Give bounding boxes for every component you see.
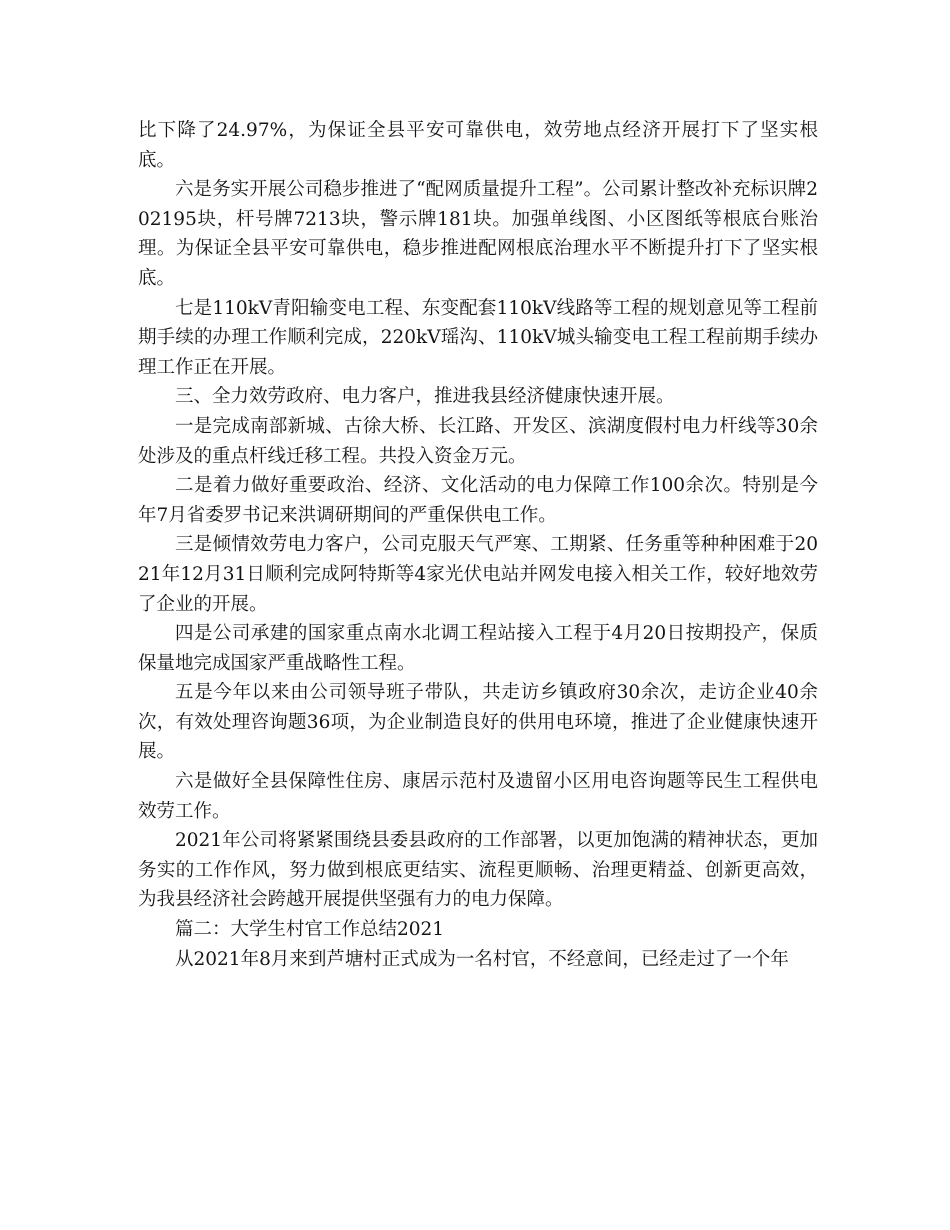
paragraph-customer-service: 三是倾情效劳电力客户，公司克服天气严寒、工期紧、任务重等种种困难于2021年12月31日顺利完成阿特斯等4家光伏电站并网发电接入相关工作，较好地效劳了企业的开展。 <box>138 534 818 615</box>
paragraph-visits: 五是今年以来由公司领导班子带队，共走访乡镇政府30余次，走访企业40余次，有效处理咨询题36项，为企业制造良好的供用电环境，推进了企业健康快速开展。 <box>138 682 818 763</box>
paragraph-line-relocation: 一是完成南部新城、古徐大桥、长江路、开发区、滨湖度假村电力杆线等30余处涉及的重点杆线迁移工程。共投入资金万元。 <box>138 415 818 467</box>
paragraph-south-north-project: 四是公司承建的国家重点南水北调工程站接入工程于4月20日按期投产，保质保量地完成国家严重战略性工程。 <box>138 623 818 674</box>
section-heading-service: 三、全力效劳政府、电力客户，推进我县经济健康快速开展。 <box>175 386 675 408</box>
part-two-title: 篇二：大学生村官工作总结2021 <box>175 919 445 941</box>
paragraph-village-official: 从2021年8月来到芦塘村正式成为一名村官，不经意间，已经走过了一个年 <box>175 948 789 970</box>
paragraph-livelihood: 六是做好全县保障性住房、康居示范村及遗留小区用电咨询题等民生工程供电效劳工作。 <box>138 771 818 822</box>
document-body <box>138 116 818 974</box>
paragraph-110kv-projects: 七是110kV青阳输变电工程、东变配套110kV线路等工程的规划意见等工程前期手续的办理工作顺利完成，220kV瑶沟、110kV城头输变电工程工程前期手续办理工作正在开展。 <box>138 297 818 378</box>
paragraph-distribution-network: 六是务实开展公司稳步推进了“配网质量提升工程”。公司累计整改补充标识牌202195块，杆号牌7213块，警示牌181块。加强单线图、小区图纸等根底台账治理。为保证全县平安可靠供电，稳步推进配网根底治理水平不断提升打下了坚实根底。 <box>138 179 818 289</box>
paragraph-continuation: 比下降了24.97%，为保证全县平安可靠供电，效劳地点经济开展打下了坚实根底。 <box>138 120 818 171</box>
paragraph-outlook: 2021年公司将紧紧围绕县委县政府的工作部署，以更加饱满的精神状态，更加务实的工作作风，努力做到根底更结实、流程更顺畅、治理更精益、创新更高效，为我县经济社会跨越开展提供坚强有力的电力保障。 <box>138 830 818 911</box>
paragraph-power-guarantee: 二是着力做好重要政治、经济、文化活动的电力保障工作100余次。特别是今年7月省委罗书记来洪调研期间的严重保供电工作。 <box>138 475 818 526</box>
